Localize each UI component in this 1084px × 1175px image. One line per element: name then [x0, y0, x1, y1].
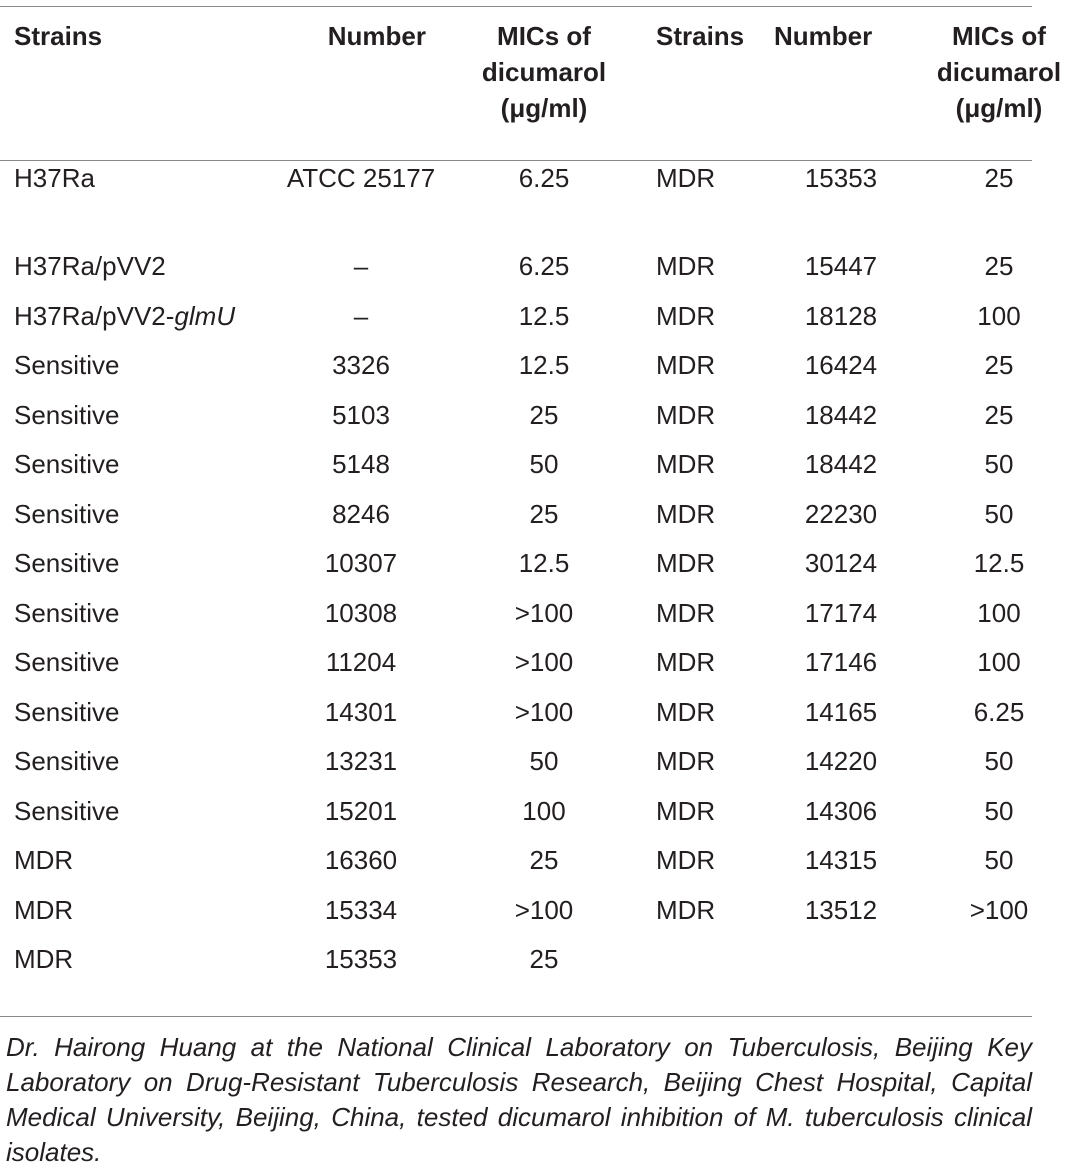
cell-number: 18128 [804, 300, 878, 331]
cell-mic: 6.25 [518, 251, 570, 281]
cell-number [768, 941, 914, 991]
cell-mic: 50 [984, 449, 1014, 479]
cell-mic: 100 [522, 795, 566, 826]
cell-mic: 12.5 [518, 300, 570, 331]
header-mics-line1: MICs of [497, 21, 591, 51]
cell-mic: >100 [514, 647, 574, 677]
cell-number: 14165 [804, 696, 878, 727]
cell-mic: 6.25 [518, 163, 570, 193]
table-row [0, 941, 1084, 991]
table-row [0, 397, 1084, 447]
cell-strain-prefix: H37Ra/pVV2- [14, 300, 175, 331]
cell-mic: 25 [529, 399, 559, 430]
header-mics-line2: dicumarol [936, 57, 1062, 87]
cell-mic: 50 [984, 845, 1014, 875]
header-mics-right [914, 18, 1084, 160]
cell-mic: 50 [529, 449, 559, 479]
cell-number: 15447 [804, 251, 878, 281]
table-row [0, 298, 1084, 348]
table-row [0, 545, 1084, 595]
cell-mic: 25 [529, 845, 559, 875]
cell-number: 16424 [804, 350, 878, 380]
cell-strain: MDR [656, 251, 716, 281]
cell-strain: MDR [656, 894, 716, 925]
cell-strain: Sensitive [14, 449, 120, 479]
cell-mic: 6.25 [973, 696, 1025, 727]
table-row [0, 248, 1084, 298]
header-mics-line3: (μg/ml) [500, 93, 588, 123]
cell-number: 16360 [324, 845, 398, 875]
cell-mic: 25 [984, 350, 1014, 380]
table-row [0, 496, 1084, 546]
cell-number: 30124 [804, 548, 878, 578]
cell-number: 3326 [332, 350, 390, 380]
cell-number: 10307 [324, 548, 398, 578]
cell-mic: >100 [514, 894, 574, 925]
header-number-right: Number [774, 21, 873, 51]
cell-strain: MDR [656, 163, 716, 193]
cell-mic: >100 [514, 597, 574, 628]
cell-mic: 25 [529, 944, 559, 974]
cell-strain: H37Ra/pVV2 [14, 251, 166, 281]
cell-number: 13512 [804, 894, 878, 925]
cell-strain: H37Ra [14, 163, 95, 193]
cell-strain: MDR [656, 449, 716, 479]
table-top-rule [0, 6, 1032, 7]
cell-mic: 100 [977, 647, 1021, 677]
cell-strain: MDR [656, 300, 716, 331]
cell-number: ATCC 25177 [286, 163, 436, 193]
table-row [0, 160, 1084, 248]
cell-strain: MDR [656, 795, 716, 826]
cell-number: 15353 [324, 944, 398, 974]
cell-number: 17174 [804, 597, 878, 628]
cell-strain: MDR [656, 498, 716, 529]
cell-mic [914, 941, 1084, 991]
cell-strain [642, 941, 768, 991]
cell-number: 5148 [332, 449, 390, 479]
table-row [0, 347, 1084, 397]
table-row [0, 446, 1084, 496]
cell-strain [0, 298, 276, 348]
cell-strain: MDR [14, 894, 74, 925]
cell-number: – [353, 251, 369, 281]
cell-number: 5103 [332, 399, 390, 430]
cell-number: 13231 [324, 746, 398, 776]
header-strains-right: Strains [656, 21, 745, 51]
cell-number: 14220 [804, 746, 878, 776]
cell-number: 14306 [804, 795, 878, 826]
table-row [0, 842, 1084, 892]
cell-strain: MDR [14, 944, 74, 974]
cell-strain: Sensitive [14, 647, 120, 677]
cell-mic: 25 [984, 251, 1014, 281]
cell-number: 15353 [804, 163, 878, 193]
header-mics-line1: MICs of [952, 21, 1046, 51]
cell-mic: >100 [969, 894, 1029, 925]
cell-mic: 50 [529, 746, 559, 776]
cell-strain: MDR [656, 350, 716, 380]
cell-mic: 25 [529, 498, 559, 529]
cell-number: 15334 [324, 894, 398, 925]
cell-strain: Sensitive [14, 350, 120, 380]
table-footnote: Dr. Hairong Huang at the National Clinical Laboratory on Tuberculosis, Beijing Key Laboratory on Drug-Resistant Tuberculosis Research, Beijing Chest Hospital, Capital Medical University, Beijing, China, tested dicumarol inhibition of M. tuberculosis clinical isolates. [6, 1032, 1032, 1167]
cell-number: 18442 [804, 449, 878, 479]
cell-mic: 100 [977, 597, 1021, 628]
cell-mic: 12.5 [518, 548, 570, 578]
cell-number: 22230 [804, 498, 878, 529]
cell-mic: 50 [984, 795, 1014, 826]
cell-strain: Sensitive [14, 498, 120, 529]
table-row [0, 743, 1084, 793]
cell-strain-gene: glmU [174, 300, 236, 331]
cell-mic: 12.5 [518, 350, 570, 380]
cell-strain: MDR [656, 548, 716, 578]
table-row [0, 793, 1084, 843]
cell-strain: MDR [656, 597, 716, 628]
cell-strain: MDR [656, 696, 716, 727]
cell-number: 15201 [324, 795, 398, 826]
cell-number: 14301 [324, 696, 398, 727]
cell-strain: MDR [14, 845, 74, 875]
cell-number: 10308 [324, 597, 398, 628]
table-row [0, 694, 1084, 744]
cell-mic: 12.5 [973, 548, 1025, 578]
table-row [0, 892, 1084, 942]
cell-mic: >100 [514, 696, 574, 727]
cell-number: 18442 [804, 399, 878, 430]
cell-strain: Sensitive [14, 795, 120, 826]
cell-mic: 25 [984, 399, 1014, 430]
cell-strain: Sensitive [14, 696, 120, 727]
header-row [0, 18, 1084, 160]
cell-strain: Sensitive [14, 399, 120, 430]
cell-number: 8246 [332, 498, 390, 529]
table-bottom-rule [0, 1016, 1032, 1017]
cell-strain: Sensitive [14, 746, 120, 776]
cell-strain: Sensitive [14, 597, 120, 628]
table-row [0, 644, 1084, 694]
cell-mic: 50 [984, 746, 1014, 776]
header-mics-line2: dicumarol [481, 57, 607, 87]
cell-mic: 25 [984, 163, 1014, 193]
cell-number: – [353, 300, 369, 331]
header-strains-left: Strains [14, 21, 103, 51]
mic-table [0, 18, 1084, 991]
cell-strain: MDR [656, 746, 716, 776]
cell-strain: Sensitive [14, 548, 120, 578]
cell-number: 14315 [804, 845, 878, 875]
cell-mic: 100 [977, 300, 1021, 331]
cell-strain: MDR [656, 647, 716, 677]
cell-strain: MDR [656, 399, 716, 430]
cell-mic: 50 [984, 498, 1014, 529]
header-number-left: Number [327, 21, 426, 51]
header-mics-left [446, 18, 642, 160]
header-mics-line3: (μg/ml) [955, 93, 1043, 123]
table-row [0, 595, 1084, 645]
cell-number: 17146 [804, 647, 878, 677]
cell-strain: MDR [656, 845, 716, 875]
cell-number: 11204 [325, 647, 397, 677]
